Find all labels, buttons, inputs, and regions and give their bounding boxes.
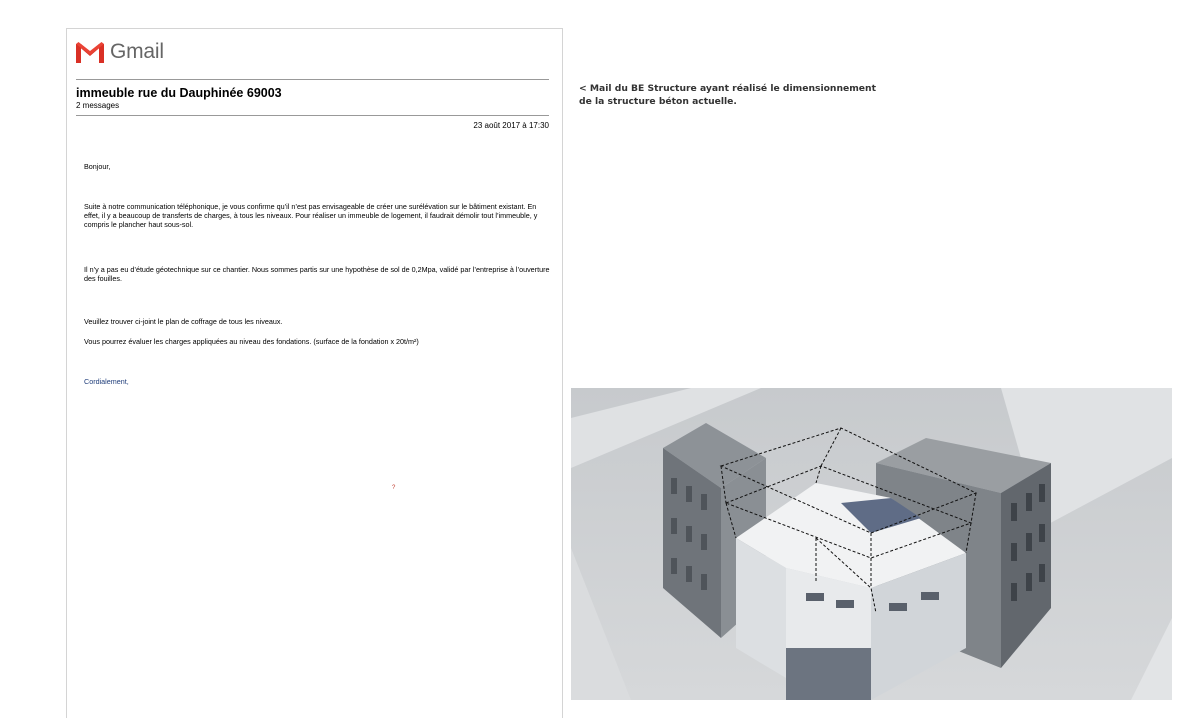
window bbox=[921, 592, 939, 600]
email-subject: immeuble rue du Dauphinée 69003 bbox=[76, 86, 282, 100]
message-count: 2 messages bbox=[76, 101, 120, 110]
message-date: 23 août 2017 à 17:30 bbox=[473, 121, 549, 130]
stray-mark: ? bbox=[392, 485, 396, 491]
greeting: Bonjour, bbox=[84, 162, 111, 171]
paragraph-plan-coffrage: Veuillez trouver ci-joint le plan de coffrage de tous les niveaux. bbox=[84, 317, 283, 326]
paragraph-surelevation: Suite à notre communication téléphonique, je vous confirme qu’il n’est pas envisageable de créer une surélévation sur le bâtiment existant. En effet, il y a beaucoup de transferts de charges, à tous les niveaux. Pour réaliser un immeuble de logement, il faudrait démolir tout l’immeuble, y compris le plancher haut sous-sol. bbox=[84, 202, 538, 229]
building-render-svg bbox=[571, 388, 1172, 700]
gmail-m-icon bbox=[76, 42, 104, 63]
subject-divider bbox=[76, 115, 549, 116]
caption-line-2: de la structure béton actuelle. bbox=[579, 96, 737, 107]
paragraph-geotechnique: Il n’y a pas eu d’étude géotechnique sur ce chantier. Nous sommes partis sur une hypothèse de sol de 0,2Mpa, validé par l’entreprise à l’ouverture des fouilles. bbox=[84, 265, 550, 283]
building-3d-render bbox=[571, 388, 1172, 700]
window bbox=[889, 603, 907, 611]
window bbox=[836, 600, 854, 608]
signoff: Cordialement, bbox=[84, 377, 129, 386]
caption-note bbox=[579, 82, 899, 108]
header-divider bbox=[76, 79, 549, 80]
caption-line-1: < Mail du BE Structure ayant réalisé le dimensionnement bbox=[579, 83, 876, 94]
window bbox=[806, 593, 824, 601]
gmail-logo bbox=[76, 40, 164, 64]
email-printout bbox=[66, 28, 563, 718]
gmail-wordmark: Gmail bbox=[110, 40, 164, 63]
ground-floor-shopfront bbox=[786, 648, 871, 700]
paragraph-charges: Vous pourrez évaluer les charges appliquées au niveau des fondations. (surface de la fondation x 20t/m²) bbox=[84, 337, 419, 346]
